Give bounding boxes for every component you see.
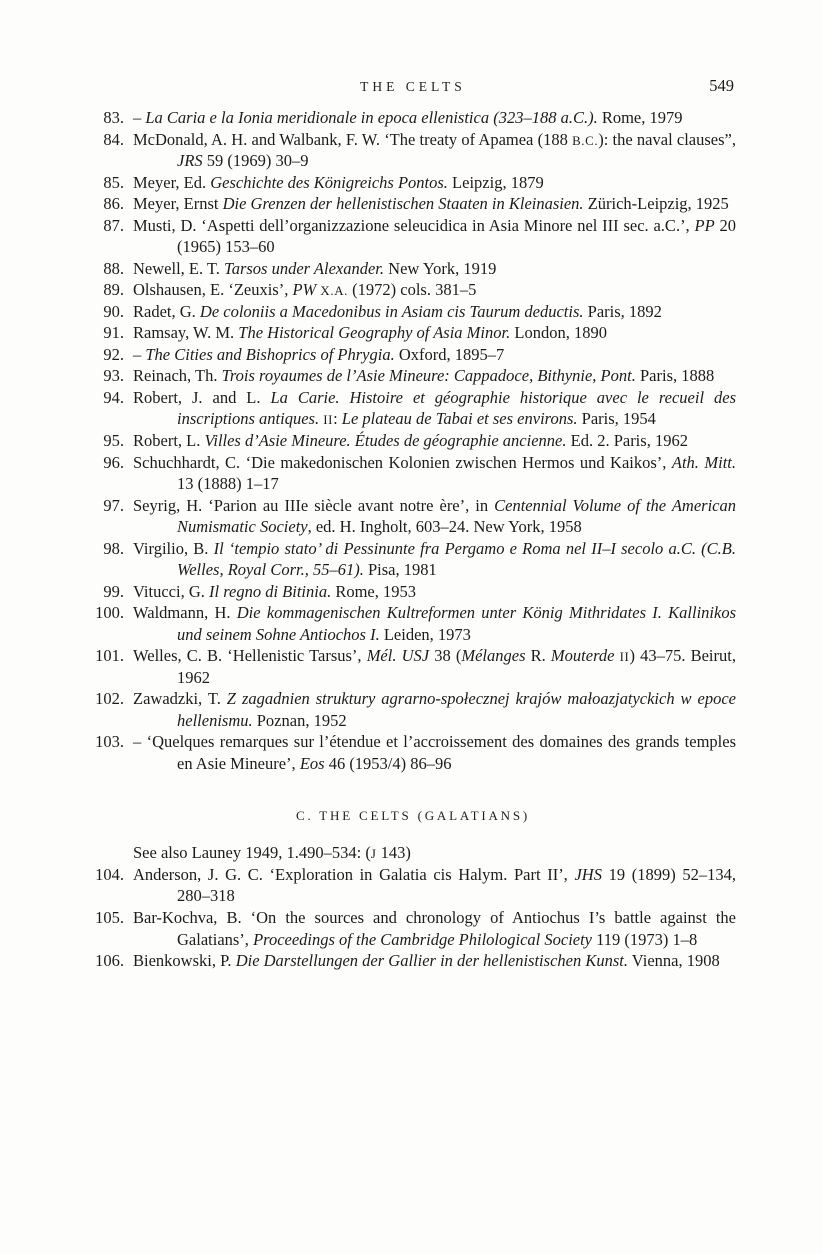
roman-text: Schuchhardt, C. ‘Die makedonischen Kolonien zwischen Hermos und Kaikos’, xyxy=(133,452,672,472)
roman-text: Robert, L. xyxy=(133,430,205,450)
roman-text: Paris, 1954 xyxy=(577,409,656,429)
entry-text xyxy=(133,172,736,194)
bibliography-entry xyxy=(90,279,736,301)
entry-number: 94. xyxy=(103,387,124,407)
bibliography-entry xyxy=(90,193,736,215)
bibliography-entry xyxy=(90,344,736,366)
entry-text xyxy=(133,301,736,323)
entry-text xyxy=(133,129,736,172)
roman-text: Bar-Kochva, B. ‘On the sources and chronology of Antiochus I’s battle against the Galatians’, xyxy=(133,908,736,949)
bibliography-entry xyxy=(90,731,736,774)
roman-text: ): the naval clauses”, xyxy=(598,129,736,149)
entry-number: 89. xyxy=(103,280,124,300)
roman-text: 13 (1888) 1–17 xyxy=(177,474,279,494)
roman-text: Radet, G. xyxy=(133,301,200,321)
italic-text: Die kommagenischen Kultreformen unter König Mithridates I. Kallinikos und seinem Sohne Antiochos I. xyxy=(177,603,736,644)
bibliography-entry xyxy=(90,581,736,603)
entry-number: 90. xyxy=(103,301,124,321)
roman-text: ) 43–75. Beirut, 1962 xyxy=(177,646,736,687)
entry-text xyxy=(133,365,736,387)
entry-text xyxy=(133,645,736,688)
roman-text: , ed. H. Ingholt, 603–24. New York, 1958 xyxy=(307,517,582,537)
italic-text: Centennial Volume of the American Numismatic Society xyxy=(177,495,736,537)
bibliography-entry xyxy=(90,322,736,344)
entry-number: 106. xyxy=(95,951,124,971)
roman-text: 38 ( xyxy=(429,646,462,666)
bibliography-entry xyxy=(90,387,736,430)
entry-number: 97. xyxy=(103,495,124,515)
roman-text: : xyxy=(333,409,342,429)
roman-text: Leipzig, 1879 xyxy=(447,172,544,192)
italic-text: JHS xyxy=(574,864,602,884)
roman-text: 19 (1899) 52–134, 280–318 xyxy=(177,864,736,906)
entry-text xyxy=(133,907,736,950)
italic-text: Il regno di Bitinia. xyxy=(209,581,332,601)
roman-text: 59 (1969) 30–9 xyxy=(202,151,309,171)
section-heading: C. THE CELTS (GALATIANS) xyxy=(295,808,531,824)
bibliography-entry xyxy=(90,172,736,194)
page-header xyxy=(90,76,736,100)
bibliography-entry xyxy=(90,645,736,688)
entry-number: 93. xyxy=(103,366,124,386)
italic-text: Ath. Mitt. xyxy=(671,452,736,472)
italic-text: Il ‘tempio stato’ di Pessinunte fra Pergamo e Roma nel II–I secolo a.C. (C.B. Welles, Royal Corr., 55–61). xyxy=(177,538,737,580)
roman-text: Musti, D. ‘Aspetti dell’organizzazione seleucidica in Asia Minore nel III sec. a.C.’, xyxy=(133,215,695,235)
entry-number: 86. xyxy=(103,194,124,214)
roman-text: Newell, E. T. xyxy=(133,258,225,278)
roman-text: Meyer, Ernst xyxy=(133,194,223,214)
entry-number: 95. xyxy=(103,430,124,450)
roman-text: Ed. 2. Paris, 1962 xyxy=(566,430,688,450)
roman-text: Zawadzki, T. xyxy=(133,689,227,709)
bibliography-entry xyxy=(90,864,736,907)
entry-text xyxy=(133,864,736,907)
italic-text: Tarsos under Alexander. xyxy=(224,258,385,278)
roman-text: Bienkowski, P. xyxy=(133,951,236,971)
entry-number: 88. xyxy=(103,258,124,278)
small-caps-text: II xyxy=(323,413,334,428)
small-caps-text: B.C. xyxy=(572,133,599,148)
bibliography-entry xyxy=(90,430,736,452)
roman-text: R. xyxy=(525,646,551,666)
entry-text xyxy=(133,279,736,301)
italic-text: Trois royaumes de l’Asie Mineure: Cappadoce, Bithynie, Pont. xyxy=(221,366,636,386)
roman-text: – xyxy=(133,344,146,364)
small-caps-text: X.A. xyxy=(320,284,348,299)
roman-text: Paris, 1892 xyxy=(583,301,662,321)
entry-number: 98. xyxy=(103,538,124,558)
entry-text xyxy=(133,495,736,538)
bibliography-entry xyxy=(90,907,736,950)
entry-text xyxy=(133,387,736,430)
entry-number: 85. xyxy=(103,172,124,192)
italic-text: Mélanges xyxy=(461,646,526,666)
entry-number: 102. xyxy=(95,689,124,709)
roman-text: Waldmann, H. xyxy=(133,603,237,623)
roman-text: Reinach, Th. xyxy=(133,366,222,386)
roman-text: – ‘Quelques remarques sur l’étendue et l’accroissement des domaines des grands temples en Asie Mineure’, xyxy=(133,732,736,773)
roman-text: 119 (1973) 1–8 xyxy=(592,929,698,949)
entry-text xyxy=(133,581,736,603)
entry-text xyxy=(133,322,736,344)
see-also-note xyxy=(133,842,736,864)
entry-number: 101. xyxy=(95,646,124,666)
roman-text: Oxford, 1895–7 xyxy=(394,344,505,364)
roman-text: Anderson, J. G. C. ‘Exploration in Galatia cis Halym. Part II’, xyxy=(133,864,575,884)
italic-text: Eos xyxy=(299,753,325,773)
italic-text: PP xyxy=(694,215,715,235)
entry-number: 100. xyxy=(95,603,124,623)
roman-text: Ramsay, W. M. xyxy=(133,323,239,343)
italic-text: Proceedings of the Cambridge Philological Society xyxy=(253,929,593,949)
entry-text xyxy=(133,688,736,731)
roman-text: Rome, 1979 xyxy=(597,108,683,127)
roman-text: Welles, C. B. ‘Hellenistic Tarsus’, xyxy=(133,646,367,666)
entry-text xyxy=(133,731,736,774)
roman-text: 143) xyxy=(376,843,411,863)
entry-number: 91. xyxy=(103,323,124,343)
small-caps-text: J xyxy=(370,847,377,862)
italic-text: De coloniis a Macedonibus in Asiam cis Taurum deductis. xyxy=(199,301,584,321)
entry-number: 92. xyxy=(103,344,124,364)
roman-text: New York, 1919 xyxy=(384,258,497,278)
roman-text: Meyer, Ed. xyxy=(133,172,211,192)
roman-text: Seyrig, H. ‘Parion au IIIe siècle avant notre ère’, in xyxy=(133,495,495,515)
entry-text xyxy=(133,107,736,129)
italic-text: The Historical Geography of Asia Minor. xyxy=(238,323,511,343)
italic-text: PW xyxy=(292,280,317,300)
bibliography-entry xyxy=(90,495,736,538)
bibliography-entry xyxy=(90,602,736,645)
entry-text xyxy=(133,430,736,452)
entry-text xyxy=(133,452,736,495)
entry-number: 96. xyxy=(103,452,124,472)
italic-text: La Carie. Histoire et géographie historique avec le recueil des inscriptions antiques. xyxy=(177,387,736,429)
roman-text: Robert, J. and L. xyxy=(133,387,271,407)
bibliography-entry xyxy=(90,301,736,323)
entry-text xyxy=(133,602,736,645)
italic-text: Le plateau de Tabai et ses environs. xyxy=(341,409,578,429)
bibliography-entry xyxy=(90,107,736,129)
bibliography-entry xyxy=(90,452,736,495)
running-head: THE CELTS xyxy=(360,79,466,94)
entry-number: 99. xyxy=(103,581,124,601)
entry-text xyxy=(133,950,736,972)
roman-text: London, 1890 xyxy=(510,323,607,343)
entry-text xyxy=(133,258,736,280)
entry-text xyxy=(133,344,736,366)
entry-number: 103. xyxy=(95,732,124,752)
roman-text: Vienna, 1908 xyxy=(627,951,720,971)
entry-number: 104. xyxy=(95,864,124,884)
roman-text: (1972) cols. 381–5 xyxy=(348,280,477,300)
roman-text: Vitucci, G. xyxy=(133,581,209,601)
roman-text: Pisa, 1981 xyxy=(363,560,437,580)
italic-text: Geschichte des Königreichs Pontos. xyxy=(210,172,448,192)
bibliography-entry xyxy=(90,538,736,581)
bibliography-entry xyxy=(90,950,736,972)
bibliography-entry xyxy=(90,688,736,731)
italic-text: Villes d’Asie Mineure. Études de géographie ancienne. xyxy=(204,430,567,450)
entry-number: 105. xyxy=(95,908,124,928)
italic-text: Mél. USJ xyxy=(366,646,430,666)
entry-number: 83. xyxy=(103,108,124,127)
entry-text xyxy=(133,538,736,581)
entry-number: 87. xyxy=(103,215,124,235)
italic-text: Mouterde xyxy=(550,646,615,666)
bibliography-entry xyxy=(90,258,736,280)
roman-text: Rome, 1953 xyxy=(331,581,417,601)
entry-number: 84. xyxy=(103,129,124,149)
roman-text: Poznan, 1952 xyxy=(252,710,347,730)
entry-text xyxy=(133,215,736,258)
entry-text xyxy=(133,193,736,215)
roman-text: Zürich-Leipzig, 1925 xyxy=(583,194,729,214)
bibliography-entry xyxy=(90,129,736,172)
bibliography xyxy=(90,107,736,972)
italic-text: La Caria e la Ionia meridionale in epoca ellenistica (323–188 a.C.). xyxy=(145,108,598,127)
bibliography-entry xyxy=(90,365,736,387)
roman-text: See also Launey 1949, 1.490–534: ( xyxy=(133,843,371,863)
roman-text: – xyxy=(133,108,146,127)
small-caps-text: II xyxy=(619,650,630,665)
roman-text: Olshausen, E. ‘Zeuxis’, xyxy=(133,280,293,300)
italic-text: Die Darstellungen der Gallier in der hellenistischen Kunst. xyxy=(235,951,628,971)
italic-text: Z zagadnien struktury agrarno-społecznej krajów małoazjatyckich w epoce hellenismu. xyxy=(177,689,736,730)
bibliography-entry xyxy=(90,215,736,258)
roman-text: Virgilio, B. xyxy=(133,538,214,558)
roman-text: McDonald, A. H. and Walbank, F. W. ‘The treaty of Apamea (188 xyxy=(133,129,573,149)
roman-text: Leiden, 1973 xyxy=(379,624,471,644)
roman-text: Paris, 1888 xyxy=(635,366,715,386)
roman-text: 20 (1965) 153–60 xyxy=(177,215,737,257)
italic-text: Die Grenzen der hellenistischen Staaten in Kleinasien. xyxy=(222,194,584,214)
page-number: 549 xyxy=(709,76,734,95)
roman-text: 46 (1953/4) 86–96 xyxy=(324,753,452,773)
italic-text: The Cities and Bishoprics of Phrygia. xyxy=(145,344,395,364)
italic-text: JRS xyxy=(177,151,203,171)
